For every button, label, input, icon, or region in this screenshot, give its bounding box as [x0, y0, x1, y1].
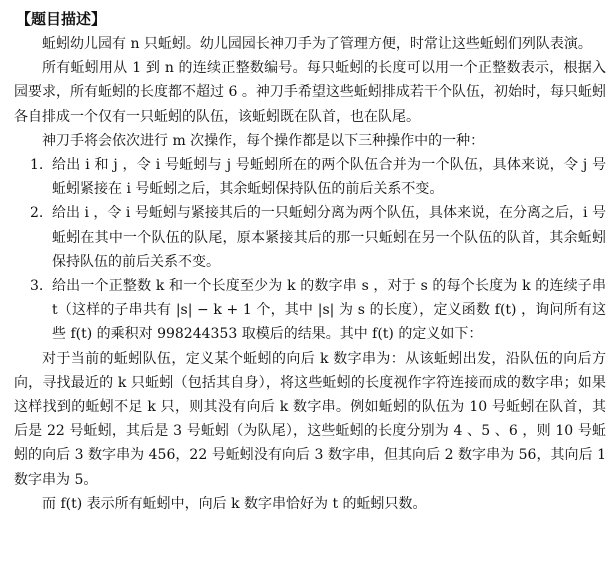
operation-number: 2. [30, 205, 44, 222]
paragraph-f-definition: 而 f(t) 表示所有蚯蚓中，向后 k 数字串恰好为 t 的蚯蚓只数。 [42, 495, 427, 512]
operation-item [14, 274, 606, 347]
operation-number: 3. [30, 278, 44, 295]
paragraph-numbering: 所有蚯蚓用从 1 到 n 的连续正整数编号。每只蚯蚓的长度可以用一个正整数表示，根据入园要求，所有蚯蚓的长度都不超过 6 。神刀手希望这些蚯蚓排成若干个队伍，初始时，每只蚯蚓各自排成一个仅有一只蚯蚓的队伍，该蚯蚓既在队首，也在队尾。 [14, 60, 606, 125]
heading-text: 【题目描述】 [16, 10, 107, 28]
operation-number: 1. [30, 157, 44, 174]
operation-text: 给出一个正整数 k 和一个长度至少为 k 的数字串 s ，对于 s 的每个长度为 k 的连续子串 t（这样的子串共有 |s| − k + 1 个，其中 |s| 为 s 的长度），定义函数 f(t) ，询问所有这些 f(t) 的乘积对 998244353 取模后的结果。其中 f(t) 的定义如下： [52, 278, 606, 343]
section-heading [16, 6, 606, 32]
operation-item [14, 153, 606, 201]
operation-item [14, 201, 606, 274]
operation-text: 给出 i 和 j ，令 i 号蚯蚓与 j 号蚯蚓所在的两个队伍合并为一个队伍，具体来说，令 j 号蚯蚓紧接在 i 号蚯蚓之后，其余蚯蚓保持队伍的前后关系不变。 [52, 157, 606, 198]
paragraph-definition: 对于当前的蚯蚓队伍，定义某个蚯蚓的向后 k 数字串为：从该蚯蚓出发，沿队伍的向后方向，寻找最近的 k 只蚯蚓（包括其自身），将这些蚯蚓的长度视作字符连接而成的数字串；如果这样找到的蚯蚓不足 k 只，则其没有向后 k 数字串。例如蚯蚓的队伍为 10 号蚯蚓在队首，其后是 22 号蚯蚓，其后是 3 号蚯蚓（为队尾），这些蚯蚓的长度分别为 4 、5 、6 ，则 10 号蚯蚓的向后 3 数字串为 456，22 号蚯蚓没有向后 3 数字串，但其向后 2 数字串为 56，其向后 1 数字串为 5。 [14, 350, 606, 488]
operation-text: 给出 i ，令 i 号蚯蚓与紧接其后的一只蚯蚓分离为两个队伍，具体来说，在分离之后，i 号蚯蚓在其中一个队伍的队尾，原本紧接其后的那一只蚯蚓在另一个队伍的队首，其余蚯蚓保持队伍的前后关系不变。 [52, 205, 606, 270]
operations-list [14, 153, 606, 347]
paragraph-operations-intro: 神刀手将会依次进行 m 次操作，每个操作都是以下三种操作中的一种： [42, 132, 485, 149]
paragraph-intro: 蚯蚓幼儿园有 n 只蚯蚓。幼儿园园长神刀手为了管理方便，时常让这些蚯蚓们列队表演。 [42, 36, 592, 52]
